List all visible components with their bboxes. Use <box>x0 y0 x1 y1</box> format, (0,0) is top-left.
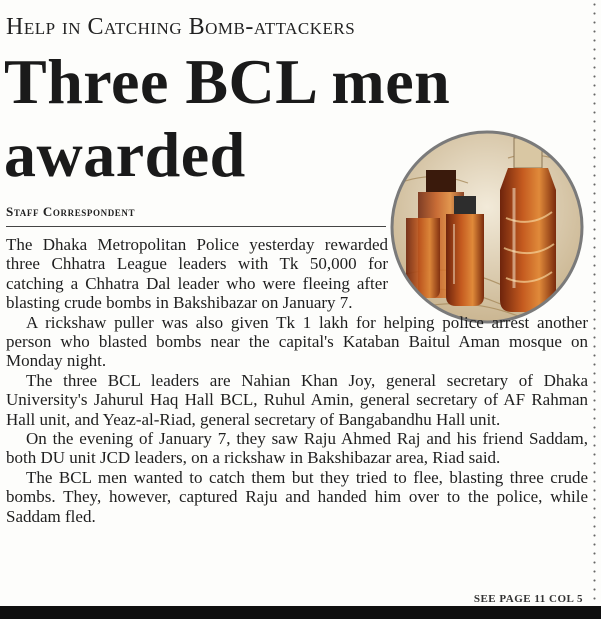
article-body <box>6 235 588 526</box>
byline-divider <box>6 226 386 227</box>
column-divider <box>593 0 596 610</box>
paragraph-5: The BCL men wanted to catch them but they tried to flee, blasting three crude bombs. They, however, captured Raju and handed him over to the police, while Saddam fled. <box>6 467 588 526</box>
article-headline: Three BCL men awarded <box>4 46 451 190</box>
paragraph-4: On the evening of January 7, they saw Raju Ahmed Raj and his friend Saddam, both DU unit JCD leaders, on a rickshaw in Bakshibazar area, Riad said. <box>6 429 588 468</box>
paragraph-2: A rickshaw puller was also given Tk 1 lakh for helping police arrest another person who blasted bombs near the capital's Kataban Baitul Aman mosque on Monday night. <box>6 312 588 371</box>
paragraph-3: The three BCL leaders are Nahian Khan Joy, general secretary of Dhaka University's Jahurul Haq Hall BCL, Ruhul Amin, general secretary of AF Rahman Hall unit, and Yeaz-al-Riad, general secretary of Bangabandhu Hall unit. <box>6 370 588 429</box>
article-byline: Staff Correspondent <box>6 204 136 219</box>
article-kicker: Help in Catching Bomb-attackers <box>6 14 356 40</box>
page-bottom-border <box>0 606 601 619</box>
paragraph-1: The Dhaka Metropolitan Police yesterday rewarded three Chhatra League leaders with Tk 50,000 for catching a Chhatra Dal leader who were fleeing after blasting crude bombs in Bakshibazar on January 7. <box>6 235 388 313</box>
continuation-link[interactable]: SEE PAGE 11 COL 5 <box>473 593 583 605</box>
